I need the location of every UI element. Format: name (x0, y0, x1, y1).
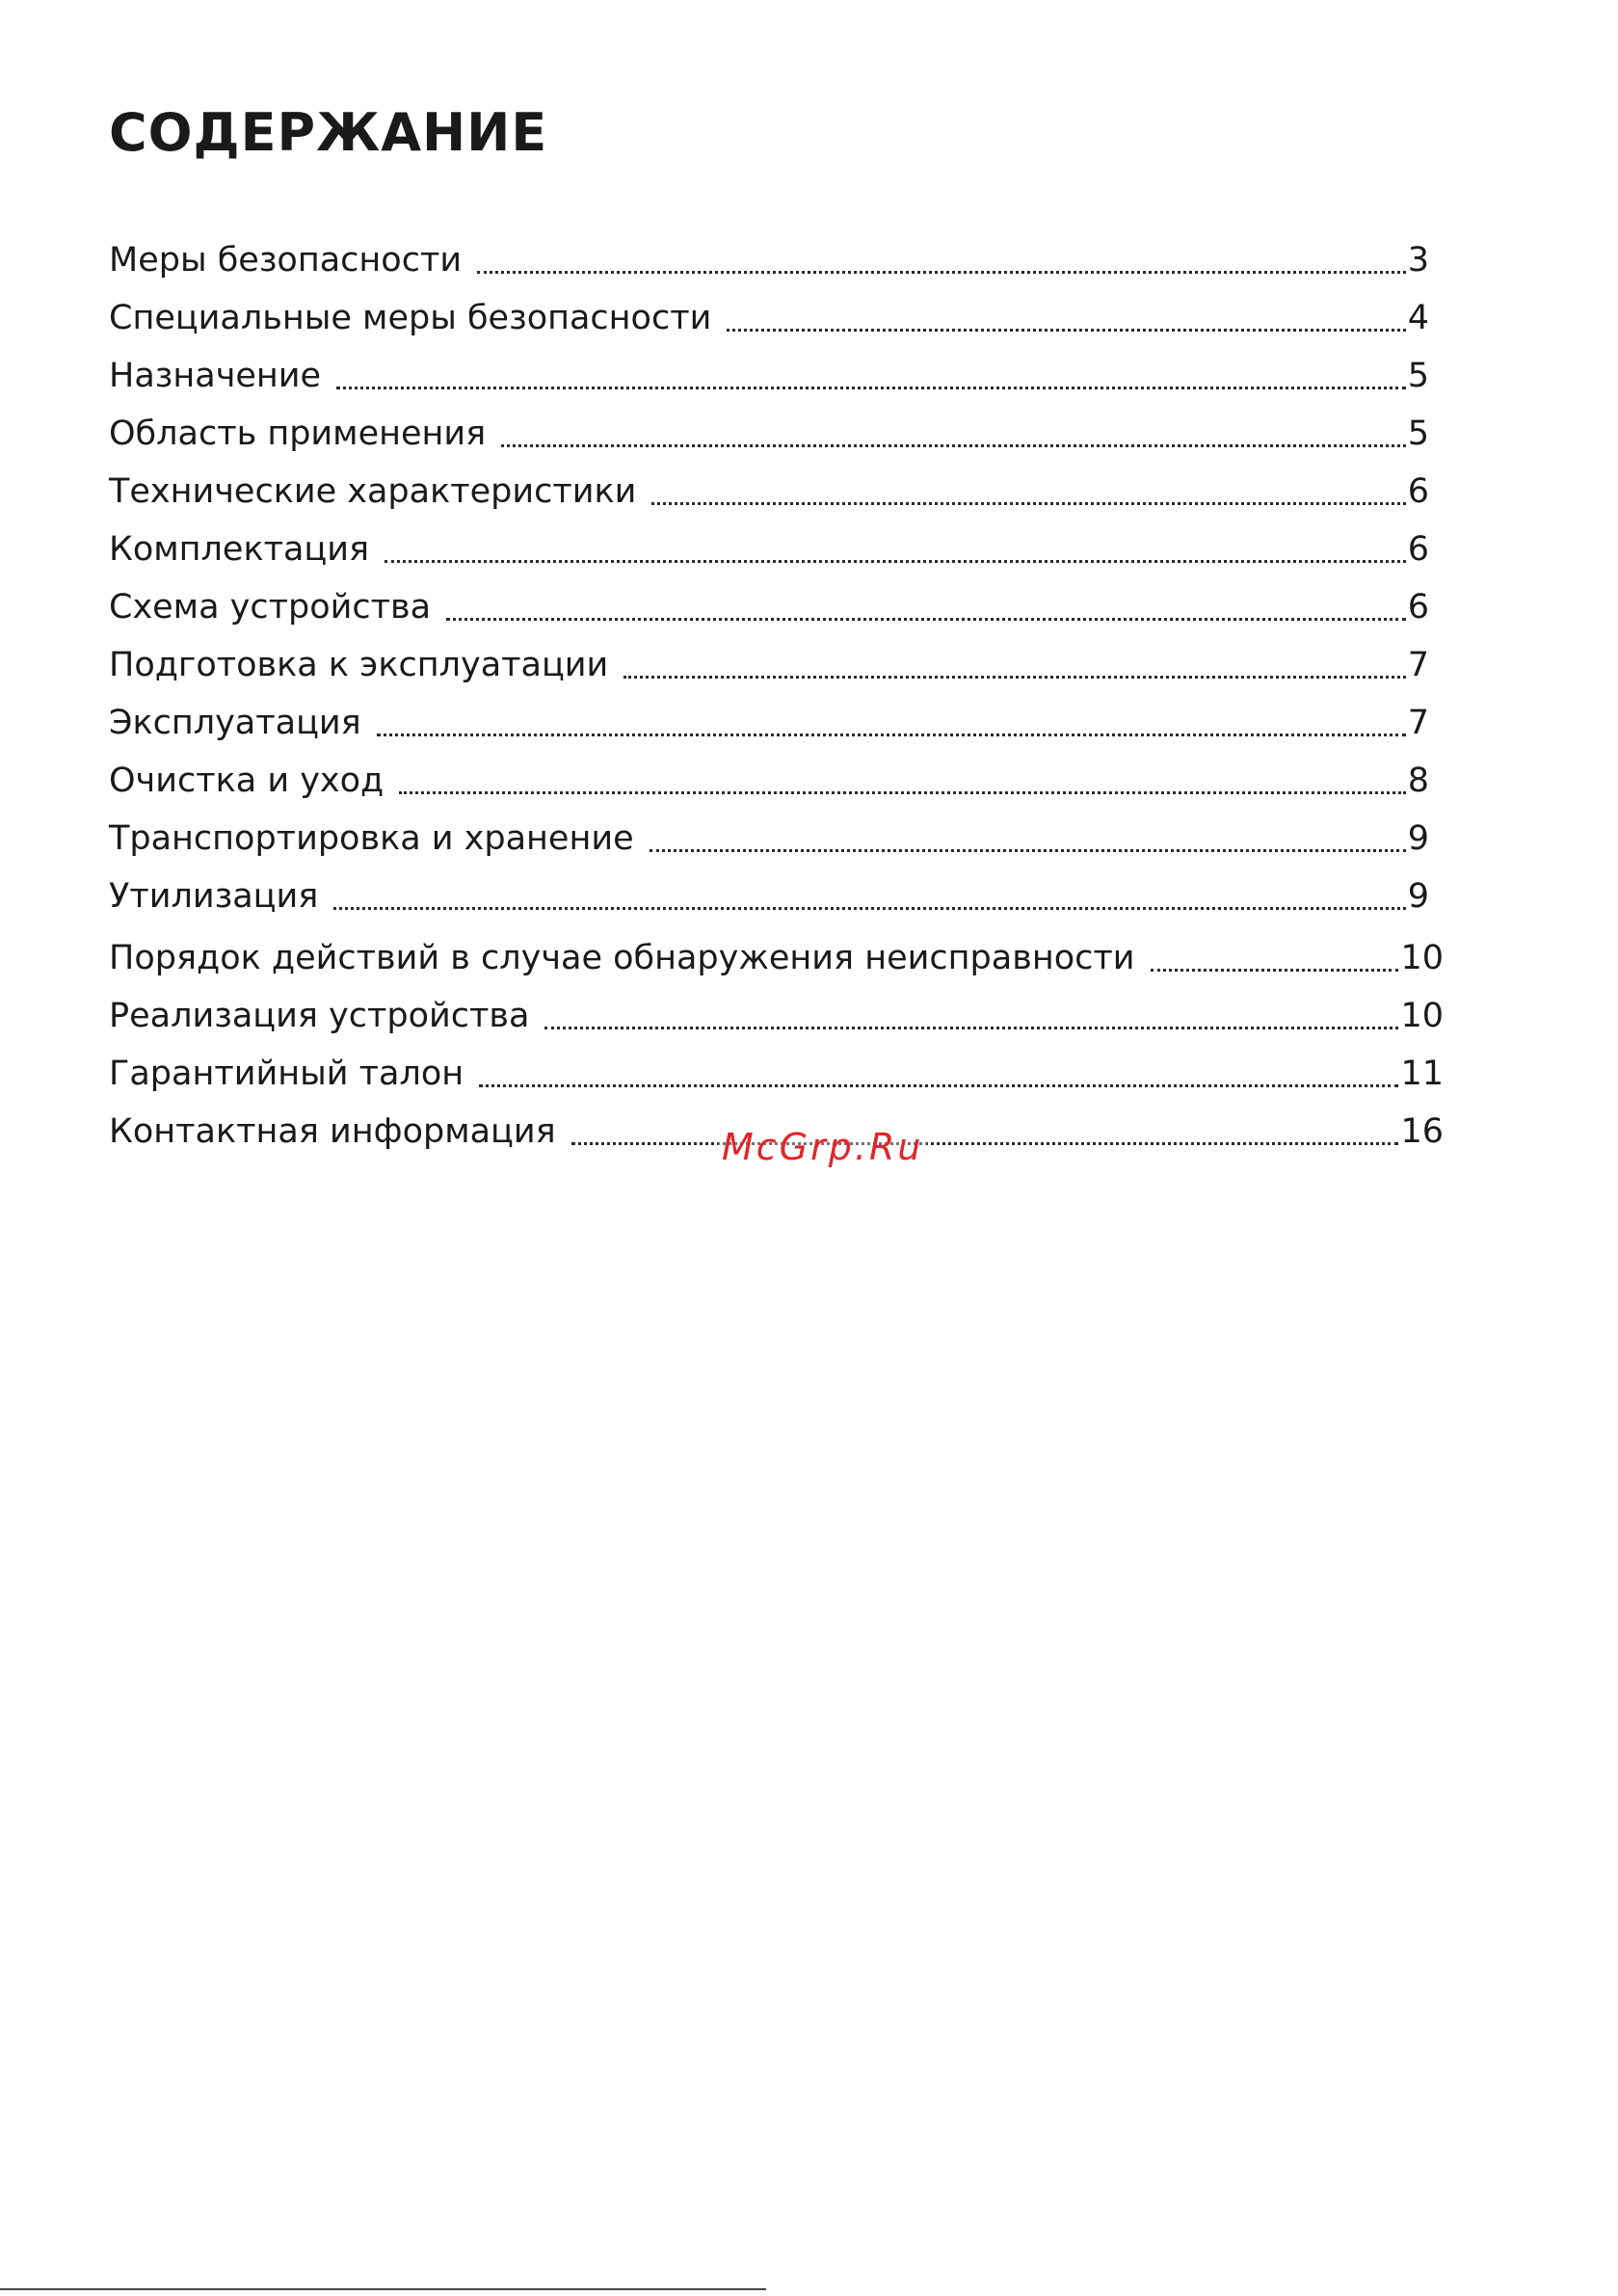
toc-entry-label: Назначение (109, 357, 322, 395)
dot-leader (377, 734, 1406, 736)
toc-entry-label: Специальные меры безопасности (109, 299, 712, 337)
toc-entry-label: Очистка и уход (109, 761, 385, 800)
toc-entry-label: Подготовка к эксплуатации (109, 646, 609, 684)
toc-entry-page: 6 (1407, 530, 1429, 569)
toc-entry-page: 10 (1400, 939, 1444, 977)
toc-entry-purpose[interactable] (109, 347, 1429, 405)
dot-leader (333, 907, 1405, 910)
toc-entry-label: Область применения (109, 414, 487, 453)
dot-leader (623, 676, 1405, 679)
dot-leader (1151, 969, 1399, 972)
dot-leader (477, 271, 1406, 274)
toc-entry-warranty-card[interactable] (109, 1045, 1444, 1103)
dot-leader (727, 329, 1405, 332)
toc-entry-operation[interactable] (109, 694, 1429, 752)
toc-entry-scope[interactable] (109, 405, 1429, 463)
toc-entry-page: 9 (1407, 819, 1429, 858)
table-of-contents (109, 231, 1444, 1161)
dot-leader (571, 1142, 1399, 1145)
dot-leader (399, 791, 1405, 794)
toc-entry-disposal[interactable] (109, 868, 1429, 925)
toc-entry-page: 7 (1407, 704, 1429, 742)
toc-entry-page: 7 (1407, 646, 1429, 684)
toc-entry-page: 10 (1400, 997, 1444, 1035)
toc-entry-page: 9 (1407, 877, 1429, 916)
toc-entry-page: 5 (1407, 357, 1429, 395)
toc-entry-label: Комплектация (109, 530, 370, 569)
toc-entry-label: Контактная информация (109, 1112, 556, 1151)
toc-entry-label: Меры безопасности (109, 241, 463, 280)
toc-entry-label: Реализация устройства (109, 997, 530, 1035)
toc-entry-page: 4 (1407, 299, 1429, 337)
toc-entry-troubleshooting[interactable] (109, 929, 1444, 987)
dot-leader (501, 444, 1405, 447)
dot-leader (446, 618, 1406, 621)
dot-leader (336, 387, 1406, 389)
toc-entry-label: Схема устройства (109, 588, 432, 627)
toc-entry-page: 11 (1400, 1055, 1444, 1093)
toc-entry-page: 16 (1400, 1112, 1444, 1151)
toc-entry-label: Технические характеристики (109, 472, 637, 511)
toc-entry-label: Порядок действий в случае обнаружения неисправности (109, 939, 1135, 977)
toc-entry-sales[interactable] (109, 987, 1444, 1045)
toc-entry-transport-storage[interactable] (109, 810, 1429, 868)
page-title: СОДЕРЖАНИЕ (109, 102, 548, 163)
toc-entry-label: Гарантийный талон (109, 1055, 464, 1093)
toc-entry-cleaning[interactable] (109, 752, 1429, 810)
bottom-divider (0, 2288, 766, 2290)
watermark: McGrp.Ru (718, 1126, 927, 1168)
toc-entry-device-diagram[interactable] (109, 578, 1429, 636)
toc-entry-page: 6 (1407, 472, 1429, 511)
dot-leader (544, 1027, 1398, 1029)
dot-leader (650, 849, 1406, 852)
toc-entry-package-contents[interactable] (109, 521, 1429, 578)
toc-entry-page: 3 (1407, 241, 1429, 280)
toc-entry-special-safety[interactable] (109, 289, 1429, 347)
toc-entry-page: 5 (1407, 414, 1429, 453)
dot-leader (385, 560, 1406, 563)
toc-entry-label: Эксплуатация (109, 704, 361, 742)
toc-entry-preparation[interactable] (109, 636, 1429, 694)
dot-leader (651, 502, 1405, 505)
dot-leader (479, 1084, 1398, 1087)
toc-entry-label: Утилизация (109, 877, 319, 916)
toc-entry-page: 8 (1407, 761, 1429, 800)
toc-entry-specifications[interactable] (109, 463, 1429, 521)
toc-entry-label: Транспортировка и хранение (109, 819, 634, 858)
toc-entry-safety[interactable] (109, 231, 1429, 289)
toc-entry-page: 6 (1407, 588, 1429, 627)
